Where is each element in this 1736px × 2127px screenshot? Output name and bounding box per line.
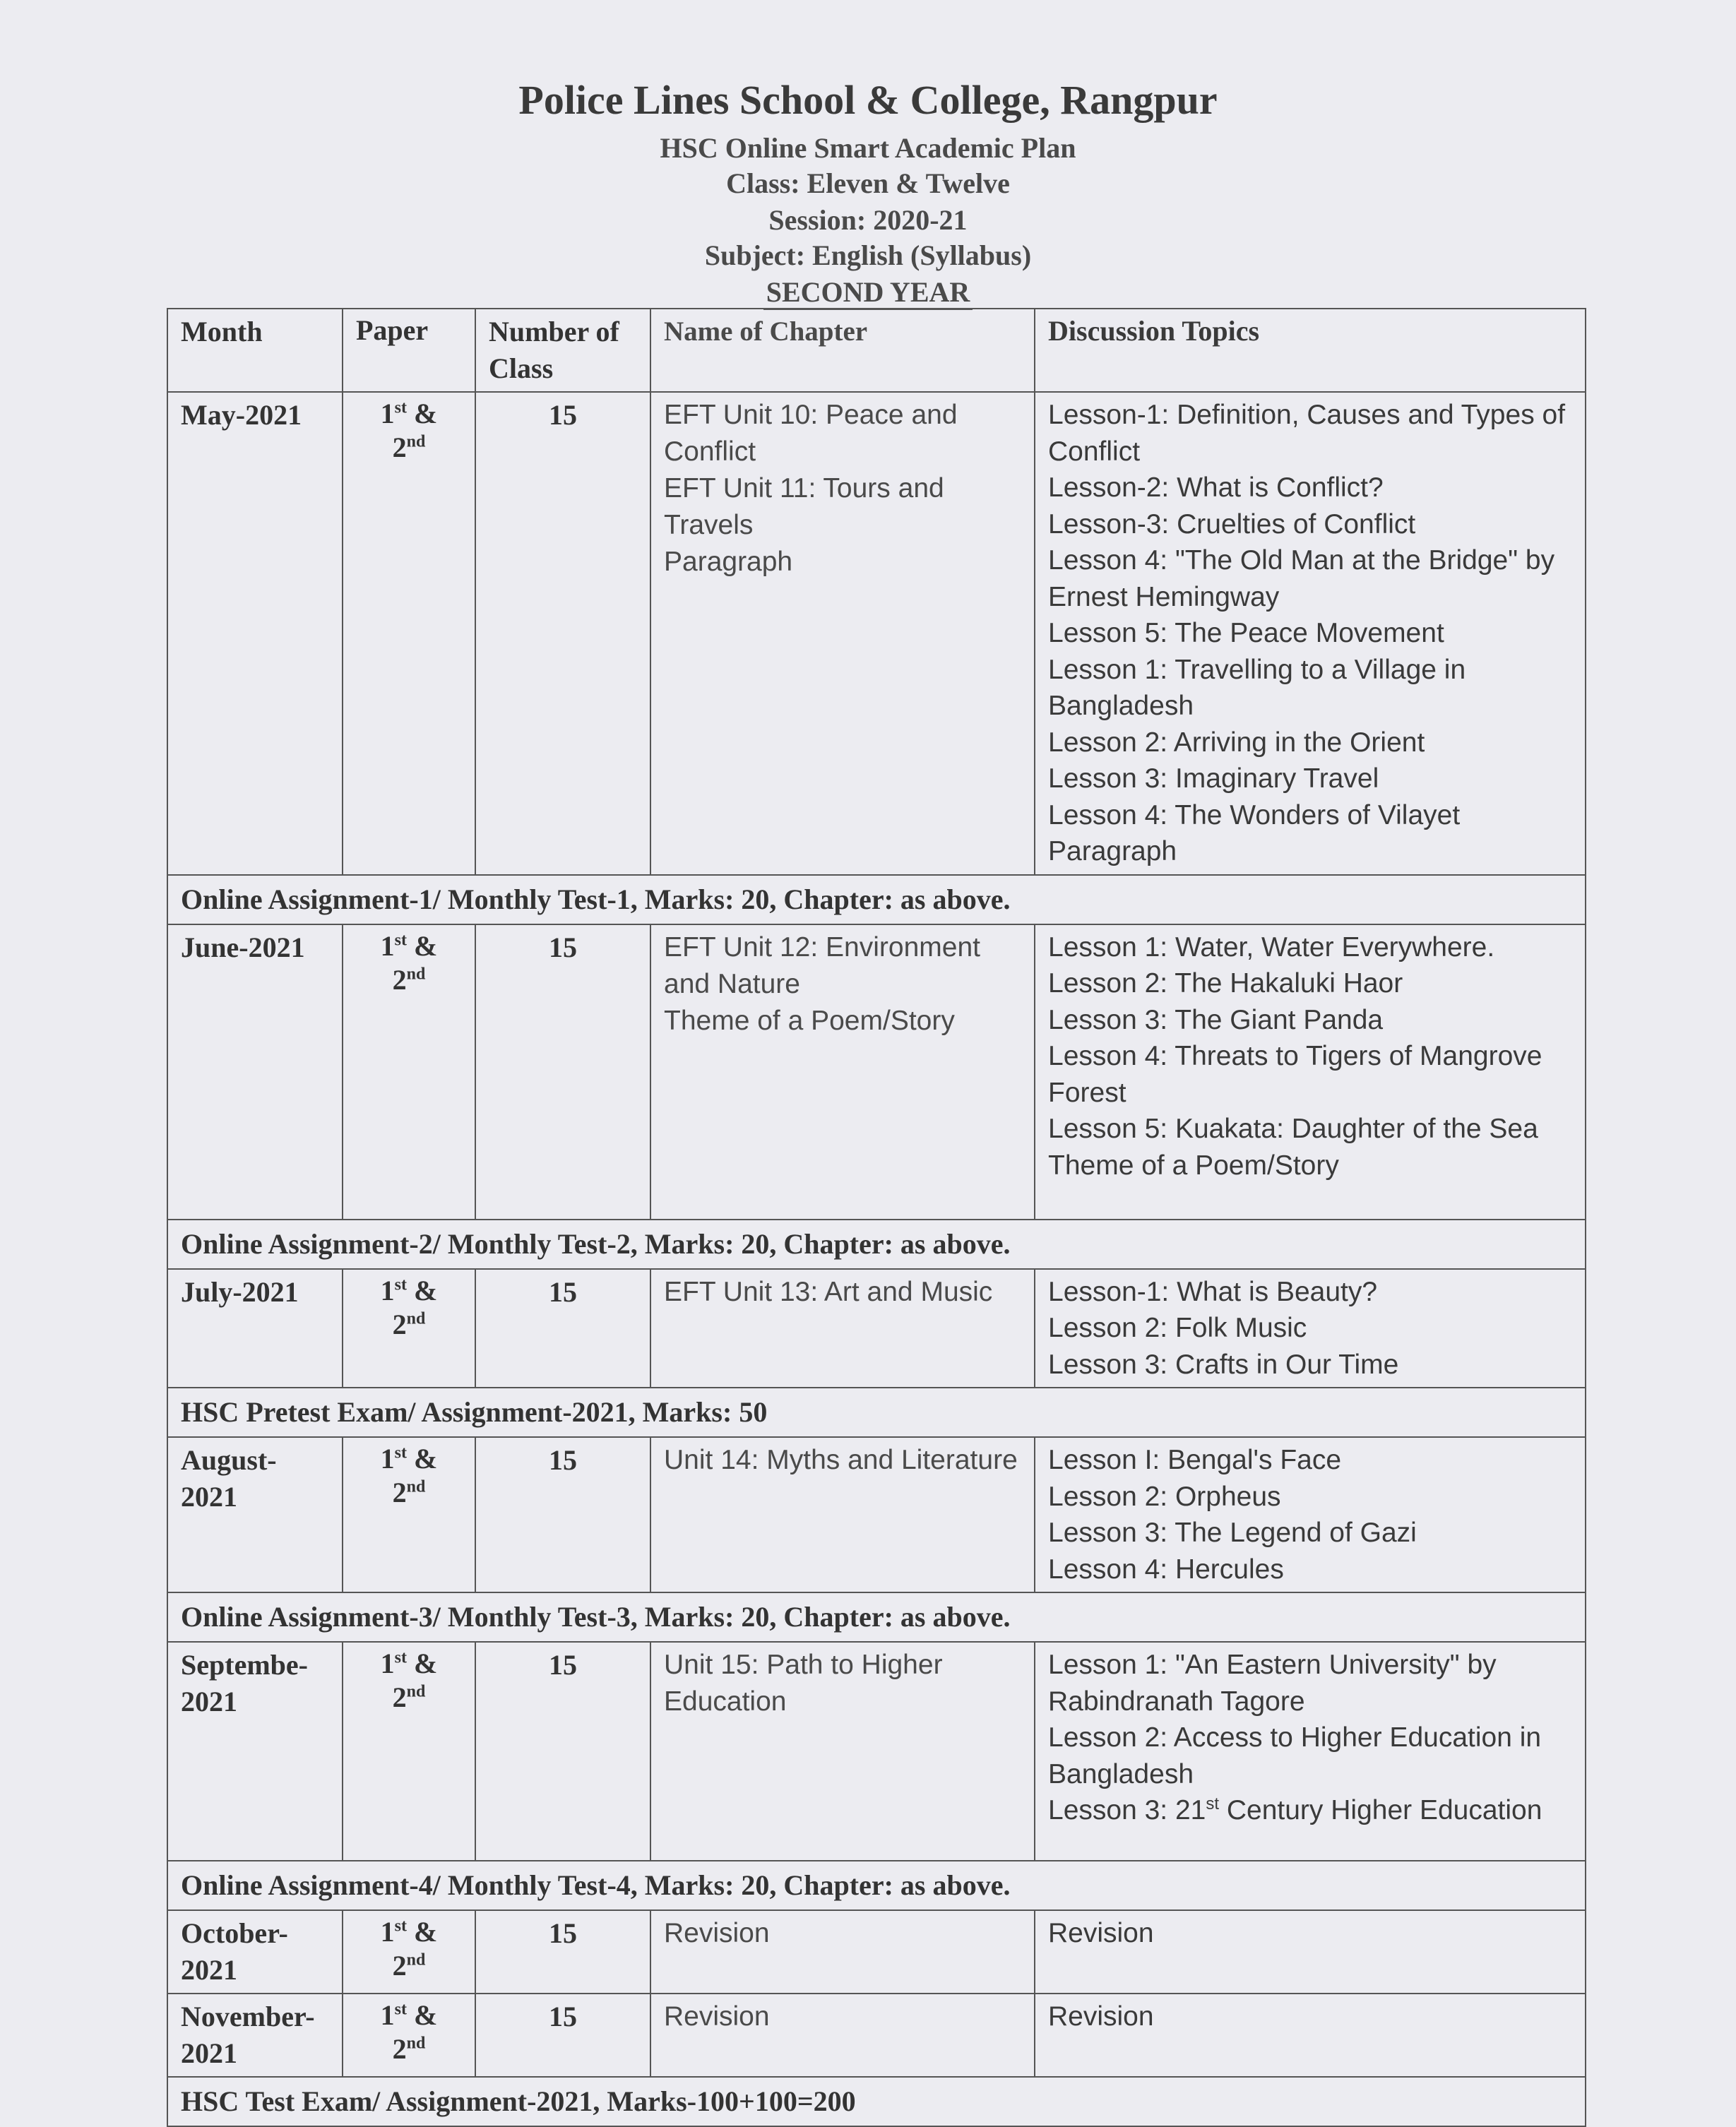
topics-cell: Revision (1035, 1910, 1586, 1994)
chapter-cell (650, 924, 1035, 1220)
table-row (167, 392, 1586, 875)
paper-cell: 1st & 2nd (343, 392, 475, 875)
table-row (167, 1994, 1586, 2077)
assessment-row (167, 2077, 1586, 2126)
topics-cell (1035, 392, 1586, 875)
paper-cell: 1st & 2nd (343, 1437, 475, 1592)
chapter-item: EFT Unit 13: Art and Music (664, 1276, 993, 1307)
paper-cell: 1st & 2nd (343, 1269, 475, 1388)
chapter-cell (650, 1437, 1035, 1592)
assessment-note: Online Assignment-1/ Monthly Test-1, Marks: 20, Chapter: as above. (167, 875, 1586, 924)
month-cell: May-2021 (167, 392, 343, 875)
assessment-note: Online Assignment-4/ Monthly Test-4, Marks: 20, Chapter: as above. (167, 1861, 1586, 1910)
month-cell: June-2021 (167, 924, 343, 1220)
topic-item: Lesson 3: The Giant Panda (1048, 1004, 1384, 1035)
month-cell: July-2021 (167, 1269, 343, 1388)
topic-item: Lesson 3: Imaginary Travel (1048, 763, 1379, 794)
chapter-cell: Revision (650, 1994, 1035, 2077)
paper-cell: 1st & 2nd (343, 1910, 475, 1994)
topic-item: Lesson-2: What is Conflict? (1048, 472, 1384, 503)
assessment-row (167, 1220, 1586, 1269)
month-cell: October-2021 (167, 1910, 343, 1994)
class-count-cell: 15 (475, 924, 650, 1220)
table-row (167, 924, 1586, 1220)
topic-item: Lesson 2: Orpheus (1048, 1481, 1281, 1512)
session-label: Session: 2020-21 (768, 204, 968, 236)
topic-item: Lesson I: Bengal's Face (1048, 1445, 1342, 1475)
table-row (167, 1269, 1586, 1388)
page-title: Police Lines School & College, Rangpur (518, 77, 1218, 123)
topic-item: Lesson 2: Arriving in the Orient (1048, 727, 1425, 758)
topics-cell (1035, 1437, 1586, 1592)
topic-item: Lesson 4: The Wonders of Vilayet (1048, 799, 1461, 830)
topic-item: Lesson 5: Kuakata: Daughter of the Sea (1048, 1114, 1538, 1144)
subject-label: Subject: English (Syllabus) (704, 239, 1032, 271)
header-topics: Discussion Topics (1035, 309, 1586, 392)
topic-item: Paragraph (1048, 836, 1177, 866)
table-header-row (167, 309, 1586, 392)
plan-title: HSC Online Smart Academic Plan (660, 132, 1076, 164)
class-count-cell: 15 (475, 1437, 650, 1592)
header-month: Month (167, 309, 343, 392)
paper-cell: 1st & 2nd (343, 924, 475, 1220)
topic-item: Lesson 4: "The Old Man at the Bridge" by Ernest Hemingway (1048, 545, 1555, 612)
topic-item: Lesson 4: Threats to Tigers of Mangrove Forest (1048, 1041, 1542, 1108)
table-row (167, 1437, 1586, 1592)
chapter-item: Unit 14: Myths and Literature (664, 1445, 1018, 1475)
class-count-cell: 15 (475, 1269, 650, 1388)
topic-item: Lesson 3: 21st Century Higher Education (1048, 1794, 1542, 1825)
class-count-cell: 15 (475, 1642, 650, 1861)
assessment-note: Online Assignment-2/ Monthly Test-2, Marks: 20, Chapter: as above. (167, 1220, 1586, 1269)
topics-cell (1035, 1642, 1586, 1861)
chapter-item: Unit 15: Path to Higher Education (664, 1650, 943, 1717)
class-count-cell: 15 (475, 1994, 650, 2077)
topic-item: Lesson 1: "An Eastern University" by Rabindranath Tagore (1048, 1650, 1497, 1717)
chapter-item: Paragraph (664, 547, 793, 577)
month-cell: Septembe-2021 (167, 1642, 343, 1861)
assessment-row (167, 1592, 1586, 1642)
topics-cell (1035, 924, 1586, 1220)
topic-item: Lesson-1: What is Beauty? (1048, 1276, 1378, 1307)
paper-cell: 1st & 2nd (343, 1994, 475, 2077)
table-row (167, 1910, 1586, 1994)
academic-plan-table (167, 308, 1586, 2127)
header-paper: Paper (343, 309, 475, 392)
topic-item: Lesson-1: Definition, Causes and Types of Conflict (1048, 400, 1566, 467)
assessment-row (167, 875, 1586, 924)
topic-item: Lesson 3: The Legend of Gazi (1048, 1518, 1417, 1548)
class-label: Class: Eleven & Twelve (726, 167, 1010, 199)
assessment-row (167, 1388, 1586, 1437)
assessment-note: HSC Pretest Exam/ Assignment-2021, Marks: 50 (167, 1388, 1586, 1437)
topics-cell (1035, 1269, 1586, 1388)
chapter-cell (650, 1269, 1035, 1388)
topic-item: Lesson 3: Crafts in Our Time (1048, 1349, 1399, 1380)
assessment-row (167, 1861, 1586, 1910)
assessment-note: HSC Test Exam/ Assignment-2021, Marks-100+100=200 (167, 2077, 1586, 2126)
chapter-item: Theme of a Poem/Story (664, 1005, 955, 1036)
header-chapter: Name of Chapter (650, 309, 1035, 392)
paper-cell: 1st & 2nd (343, 1642, 475, 1861)
topics-cell: Revision (1035, 1994, 1586, 2077)
topic-item: Theme of a Poem/Story (1048, 1150, 1339, 1181)
assessment-note: Online Assignment-3/ Monthly Test-3, Marks: 20, Chapter: as above. (167, 1592, 1586, 1642)
topic-item: Lesson 2: Access to Higher Education in Bangladesh (1048, 1722, 1542, 1789)
topic-item: Lesson 1: Travelling to a Village in Bangladesh (1048, 654, 1466, 721)
header-number: Number of Class (475, 309, 650, 392)
topic-item: Lesson 2: Folk Music (1048, 1313, 1307, 1343)
topic-item: Lesson 1: Water, Water Everywhere. (1048, 931, 1495, 963)
chapter-cell: Revision (650, 1910, 1035, 1994)
class-count-cell: 15 (475, 1910, 650, 1994)
chapter-item: EFT Unit 12: Environment and Nature (664, 931, 980, 999)
chapter-item: EFT Unit 10: Peace and Conflict (664, 400, 958, 467)
class-count-cell: 15 (475, 392, 650, 875)
chapter-cell (650, 392, 1035, 875)
topic-item: Lesson 2: The Hakaluki Haor (1048, 968, 1403, 999)
chapter-item: EFT Unit 11: Tours and Travels (664, 473, 944, 540)
month-cell: November-2021 (167, 1994, 343, 2077)
table-row (167, 1642, 1586, 1861)
year-label: SECOND YEAR (0, 275, 1736, 309)
month-cell: August-2021 (167, 1437, 343, 1592)
topic-item: Lesson-3: Cruelties of Conflict (1048, 508, 1416, 540)
topic-item: Lesson 4: Hercules (1048, 1554, 1284, 1585)
topic-item: Lesson 5: The Peace Movement (1048, 618, 1444, 648)
chapter-cell (650, 1642, 1035, 1861)
